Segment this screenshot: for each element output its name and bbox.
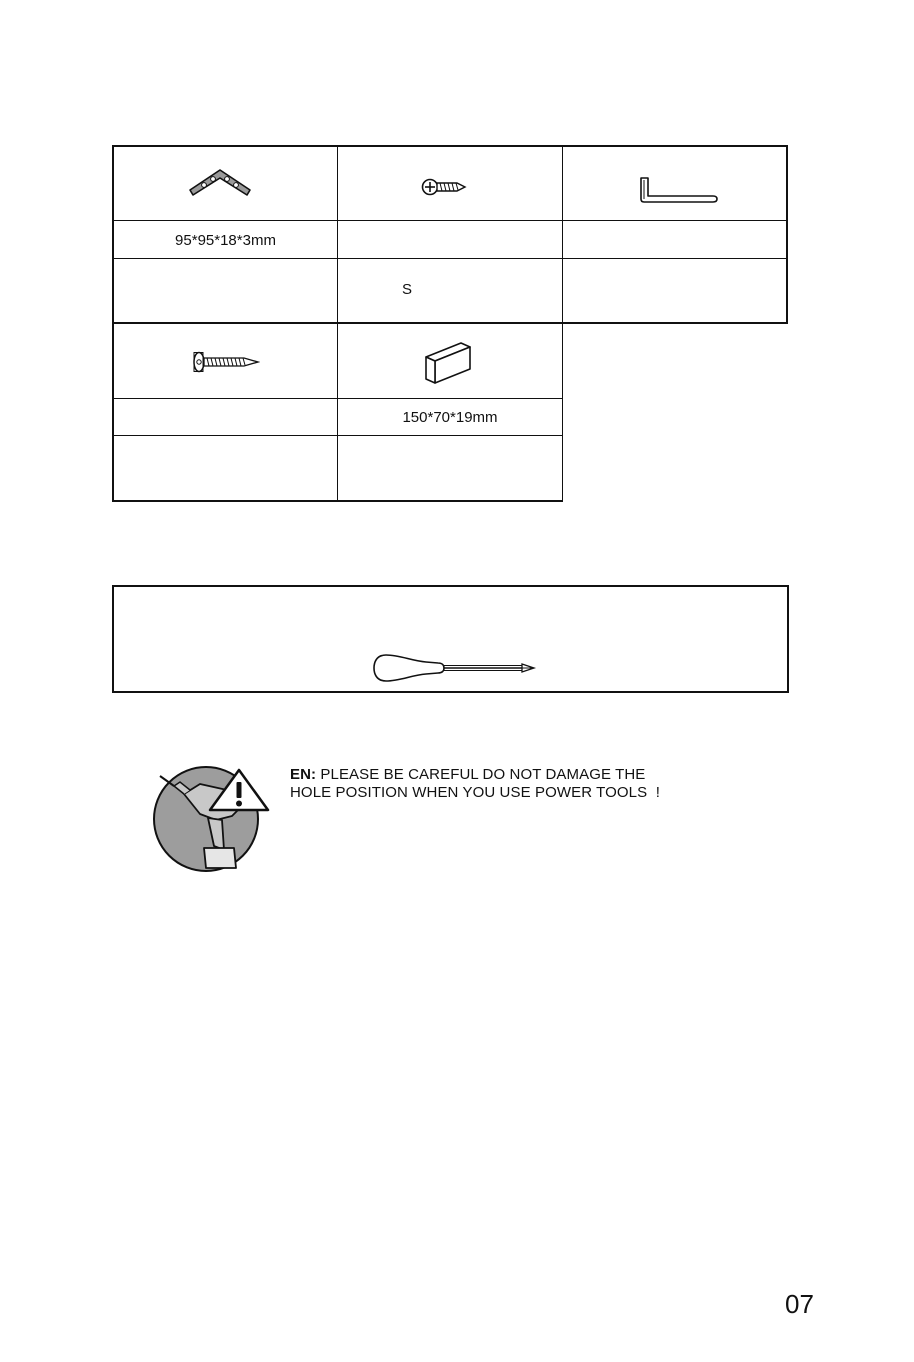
- screw-qty-label: S: [402, 281, 413, 298]
- page-number: 07: [785, 1289, 814, 1319]
- bracket-size-label: 95*95*18*3mm: [175, 232, 276, 249]
- corner-bracket-icon: [187, 166, 253, 203]
- allen-key-icon: [639, 176, 719, 209]
- warning-language-prefix: EN:: [290, 766, 317, 783]
- power-drill-warning-icon: [144, 764, 274, 887]
- tools-box: [112, 585, 789, 693]
- long-screw-icon: [188, 350, 260, 379]
- screw-icon: [421, 177, 467, 202]
- warning-line-2: HOLE POSITION WHEN YOU USE POWER TOOLS !: [290, 784, 661, 801]
- warning-line-1: PLEASE BE CAREFUL DO NOT DAMAGE THE: [316, 766, 646, 783]
- power-tools-warning-text: [290, 766, 660, 802]
- wooden-block-icon: [423, 339, 473, 390]
- block-size-label: 150*70*19mm: [402, 409, 498, 426]
- screwdriver-icon: [372, 651, 542, 690]
